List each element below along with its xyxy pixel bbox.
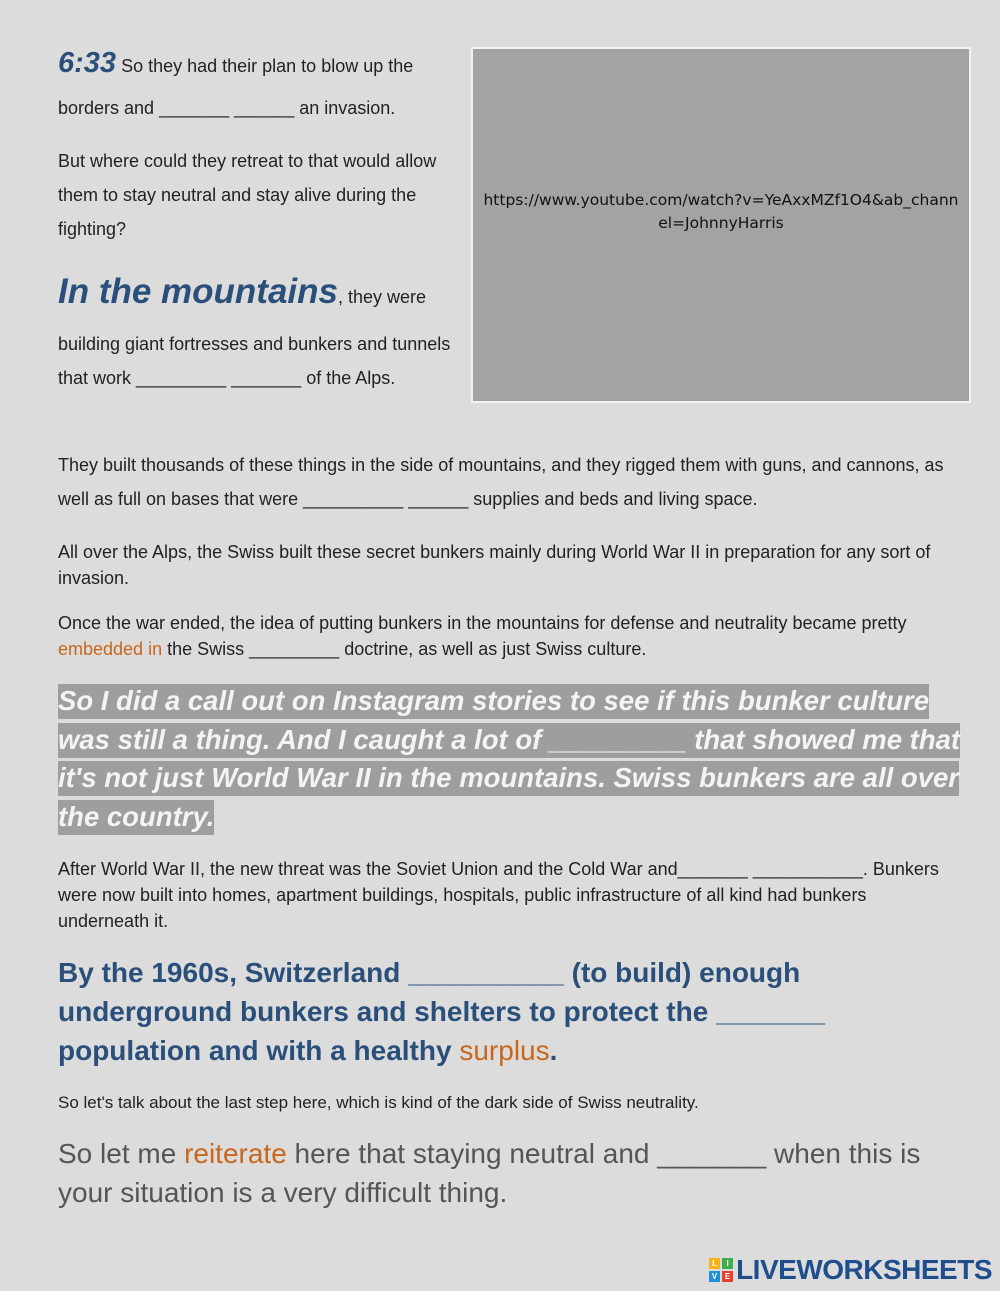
war-ended-text-after: the Swiss _________ doctrine, as well as just Swiss culture. [162,639,647,659]
war-ended-text-before: Once the war ended, the idea of putting bunkers in the mountains for defense and neutrality became pretty [58,613,907,633]
reiterate-after: here that staying neutral and _______ when this is your situation is a very difficult thing. [58,1138,921,1208]
callout-text: So I did a call out on Instagram stories to see if this bunker culture was still a thing. And I caught a lot of _________ that showed me that it's not just World War II in the mountains. Swiss bunkers are all over the country. [58,684,960,835]
logo-square-i: I [722,1258,733,1269]
mountains-heading: In the mountains [58,272,338,311]
logo-text: LIVEWORKSHEETS [736,1254,992,1285]
logo-square-v: V [709,1271,720,1282]
paragraph-last-step: So let's talk about the last step here, which is kind of the dark side of Swiss neutrality. [58,1093,699,1112]
intro-line-2: borders and _______ ______ an invasion. [58,98,396,118]
paragraph-1960s-after: . [549,1035,558,1066]
video-url[interactable]: https://www.youtube.com/watch?v=YeAxxMZf1O4&ab_channel=JohnnyHarris [483,191,959,232]
paragraph-1960s [58,953,958,1070]
liveworksheets-logo [709,1254,992,1286]
intro-line-1 [58,46,468,83]
reiterate-before: So let me [58,1138,185,1169]
timestamp: 6:33 [58,47,117,79]
paragraph-1960s-before: By the 1960s, Switzerland __________ (to build) enough underground bunkers and shelters to protect the _______ population and with a healthy [58,957,826,1066]
mountains-heading-line [58,270,468,321]
paragraph-cold-war: After World War II, the new threat was the Soviet Union and the Cold War and_______ ___________. Bunkers were now built into homes, apartment buildings, hospitals, public infrastructure of all kind had bunkers underneath it. [58,859,939,931]
logo-square-e: E [722,1271,733,1282]
paragraph-war-ended [58,610,968,662]
callout-paragraph [58,682,978,836]
logo-square-l: L [709,1258,720,1269]
mountains-body: building giant fortresses and bunkers and tunnels that work _________ _______ of the Alps. [58,334,451,388]
intro-text-1: So they had their plan to blow up the [121,56,414,76]
paragraph-reiterate [58,1134,978,1212]
paragraph-alps: All over the Alps, the Swiss built these secret bunkers mainly during World War II in preparation for any sort of invasion. [58,542,931,588]
logo-squares-icon [709,1258,733,1282]
video-embed[interactable] [471,47,971,403]
mountains-heading-rest: , they were [338,287,427,307]
reiterate-accent: reiterate [184,1138,287,1169]
paragraph-1960s-accent: surplus [459,1035,550,1066]
question-paragraph: But where could they retreat to that would allow them to stay neutral and stay alive during the fighting? [58,151,437,239]
paragraph-thousands: They built thousands of these things in the side of mountains, and they rigged them with guns, and cannons, as well as full on bases that were __________ ______ supplies and beds and living space. [58,455,944,509]
war-ended-accent: embedded in [58,639,163,659]
